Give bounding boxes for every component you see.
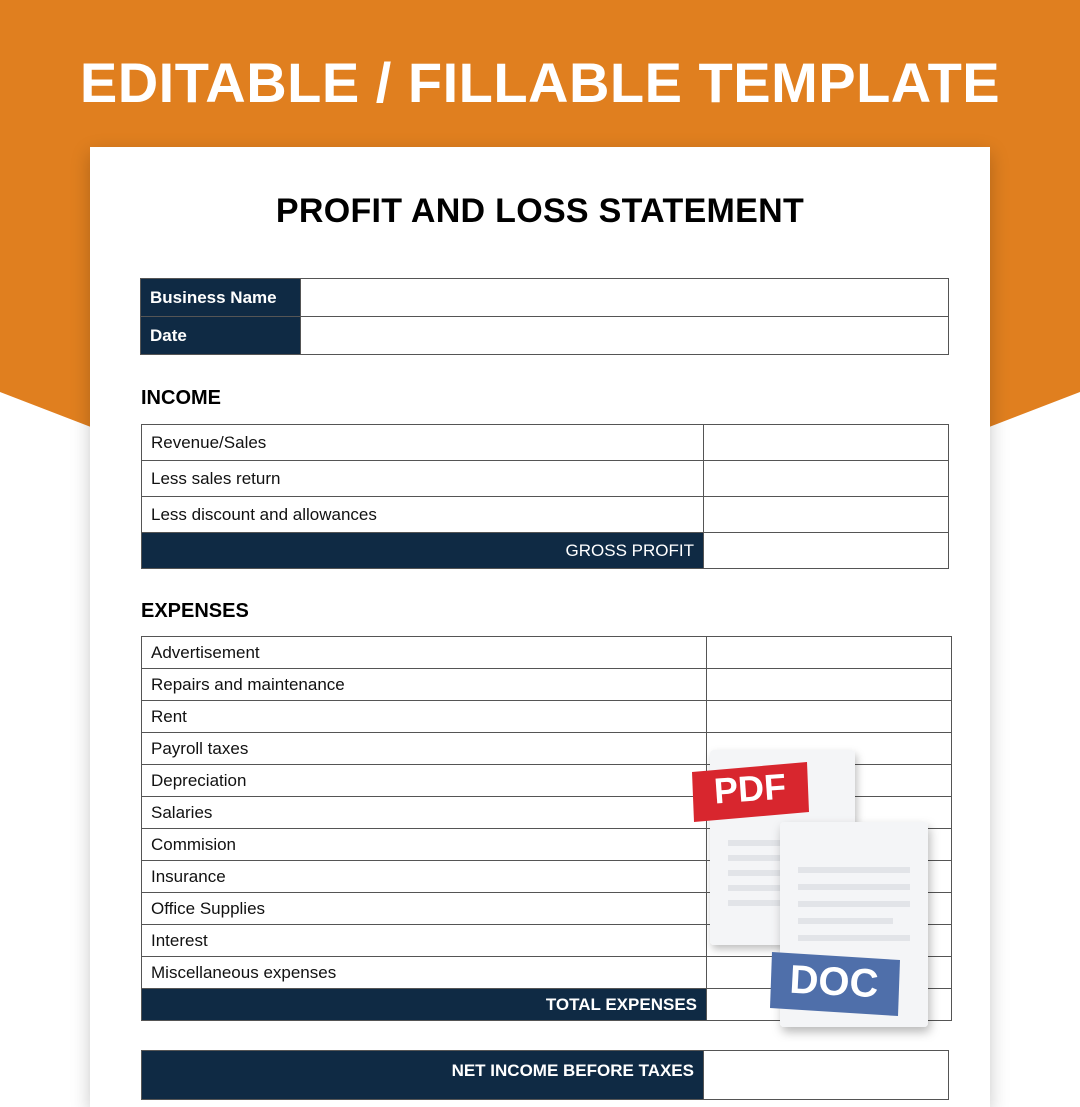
income-amount-field[interactable] bbox=[704, 425, 949, 461]
pdf-badge-label: PDF bbox=[712, 765, 788, 812]
table-row bbox=[142, 701, 952, 733]
table-row bbox=[142, 497, 949, 533]
net-income-field[interactable] bbox=[704, 1051, 949, 1100]
expense-row-label: Repairs and maintenance bbox=[142, 669, 707, 701]
gross-profit-row bbox=[142, 533, 949, 569]
table-row bbox=[141, 317, 949, 355]
net-income-row bbox=[142, 1051, 949, 1100]
table-row bbox=[142, 461, 949, 497]
net-income-table bbox=[141, 1050, 949, 1100]
gross-profit-label: GROSS PROFIT bbox=[142, 533, 704, 569]
business-info-table bbox=[140, 278, 949, 355]
table-row bbox=[142, 425, 949, 461]
expense-row-label: Office Supplies bbox=[142, 893, 707, 925]
expense-row-label: Insurance bbox=[142, 861, 707, 893]
expense-amount-field[interactable] bbox=[707, 701, 952, 733]
expense-amount-field[interactable] bbox=[707, 637, 952, 669]
table-row bbox=[142, 669, 952, 701]
expense-row-label: Rent bbox=[142, 701, 707, 733]
banner-title: EDITABLE / FILLABLE TEMPLATE bbox=[79, 51, 1001, 114]
business-name-field[interactable] bbox=[301, 279, 949, 317]
income-row-label: Less sales return bbox=[142, 461, 704, 497]
expense-row-label: Miscellaneous expenses bbox=[142, 957, 707, 989]
income-row-label: Less discount and allowances bbox=[142, 497, 704, 533]
income-amount-field[interactable] bbox=[704, 497, 949, 533]
doc-badge-label: DOC bbox=[788, 957, 880, 1007]
business-name-label: Business Name bbox=[141, 279, 301, 317]
expense-row-label: Interest bbox=[142, 925, 707, 957]
income-row-label: Revenue/Sales bbox=[142, 425, 704, 461]
expense-row-label: Salaries bbox=[142, 797, 707, 829]
table-row bbox=[141, 279, 949, 317]
income-amount-field[interactable] bbox=[704, 461, 949, 497]
net-income-label: NET INCOME BEFORE TAXES bbox=[142, 1051, 704, 1100]
expense-amount-field[interactable] bbox=[707, 669, 952, 701]
expense-row-label: Depreciation bbox=[142, 765, 707, 797]
document-title: PROFIT AND LOSS STATEMENT bbox=[275, 192, 805, 230]
expense-row-label: Advertisement bbox=[142, 637, 707, 669]
date-label: Date bbox=[141, 317, 301, 355]
income-heading: INCOME bbox=[141, 387, 221, 409]
expense-row-label: Commision bbox=[142, 829, 707, 861]
expense-row-label: Payroll taxes bbox=[142, 733, 707, 765]
gross-profit-field[interactable] bbox=[704, 533, 949, 569]
table-row bbox=[142, 637, 952, 669]
income-table bbox=[141, 424, 949, 569]
total-expenses-label: TOTAL EXPENSES bbox=[142, 989, 707, 1021]
expenses-heading: EXPENSES bbox=[141, 600, 249, 622]
date-field[interactable] bbox=[301, 317, 949, 355]
